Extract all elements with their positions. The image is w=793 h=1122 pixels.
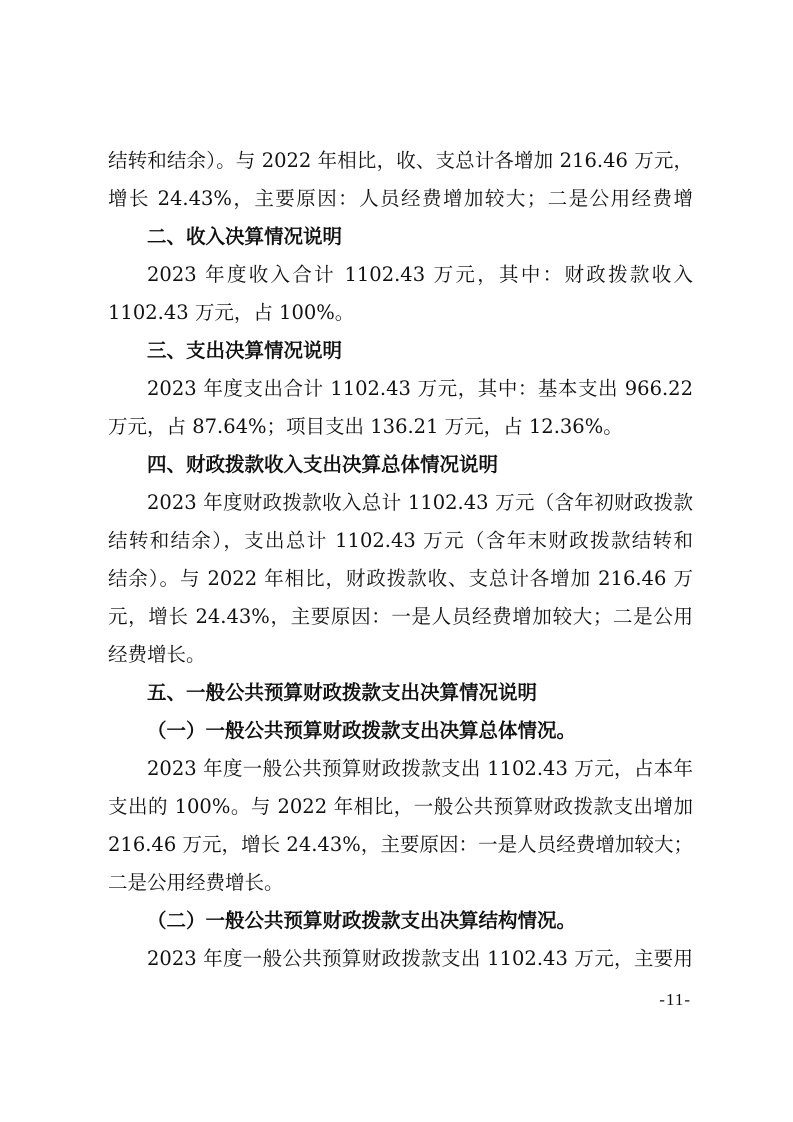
paragraph-line: 2023 年度收入合计 1102.43 万元，其中：财政拨款收入 [147,263,693,286]
subsection-heading-structure: （二）一般公共预算财政拨款支出决算结构情况。 [147,909,577,932]
subsection-heading-overall: （一）一般公共预算财政拨款支出决算总体情况。 [147,719,577,742]
paragraph-line: 二是公用经费增长。 [108,871,284,894]
paragraph-line: 结余）。与 2022 年相比，财政拨款收、支总计各增加 216.46 万 [108,567,693,590]
paragraph-line: 增长 24.43%，主要原因：人员经费增加较大；二是公用经费增 [108,187,693,210]
page-number: -11- [659,990,691,1009]
section-heading-general-budget: 五、一般公共预算财政拨款支出决算情况说明 [147,681,538,704]
paragraph-line: 万元，占 87.64%；项目支出 136.21 万元，占 12.36%。 [108,415,623,438]
paragraph-line: 支出的 100%。与 2022 年相比，一般公共预算财政拨款支出增加 [108,795,693,818]
paragraph-line: 2023 年度一般公共预算财政拨款支出 1102.43 万元，主要用 [147,947,693,970]
paragraph-line: 2023 年度支出合计 1102.43 万元，其中：基本支出 966.22 [147,377,693,400]
paragraph-line: 216.46 万元，增长 24.43%，主要原因：一是人员经费增加较大； [108,833,693,856]
paragraph-line: 2023 年度一般公共预算财政拨款支出 1102.43 万元，占本年 [147,757,693,780]
paragraph-line: 2023 年度财政拨款收入总计 1102.43 万元（含年初财政拨款 [147,491,693,514]
paragraph-line: 经费增长。 [108,643,206,666]
paragraph-line: 结转和结余），支出总计 1102.43 万元（含年末财政拨款结转和 [108,529,693,552]
paragraph-line: 1102.43 万元，占 100%。 [108,301,355,324]
section-heading-income: 二、收入决算情况说明 [147,225,343,248]
paragraph-line: 元，增长 24.43%，主要原因：一是人员经费增加较大；二是公用 [108,605,693,628]
section-heading-expenditure: 三、支出决算情况说明 [147,339,343,362]
section-heading-fiscal-appropriation: 四、财政拨款收入支出决算总体情况说明 [147,453,499,476]
paragraph-line: 结转和结余）。与 2022 年相比，收、支总计各增加 216.46 万元， [108,149,693,172]
body-text [108,142,693,978]
